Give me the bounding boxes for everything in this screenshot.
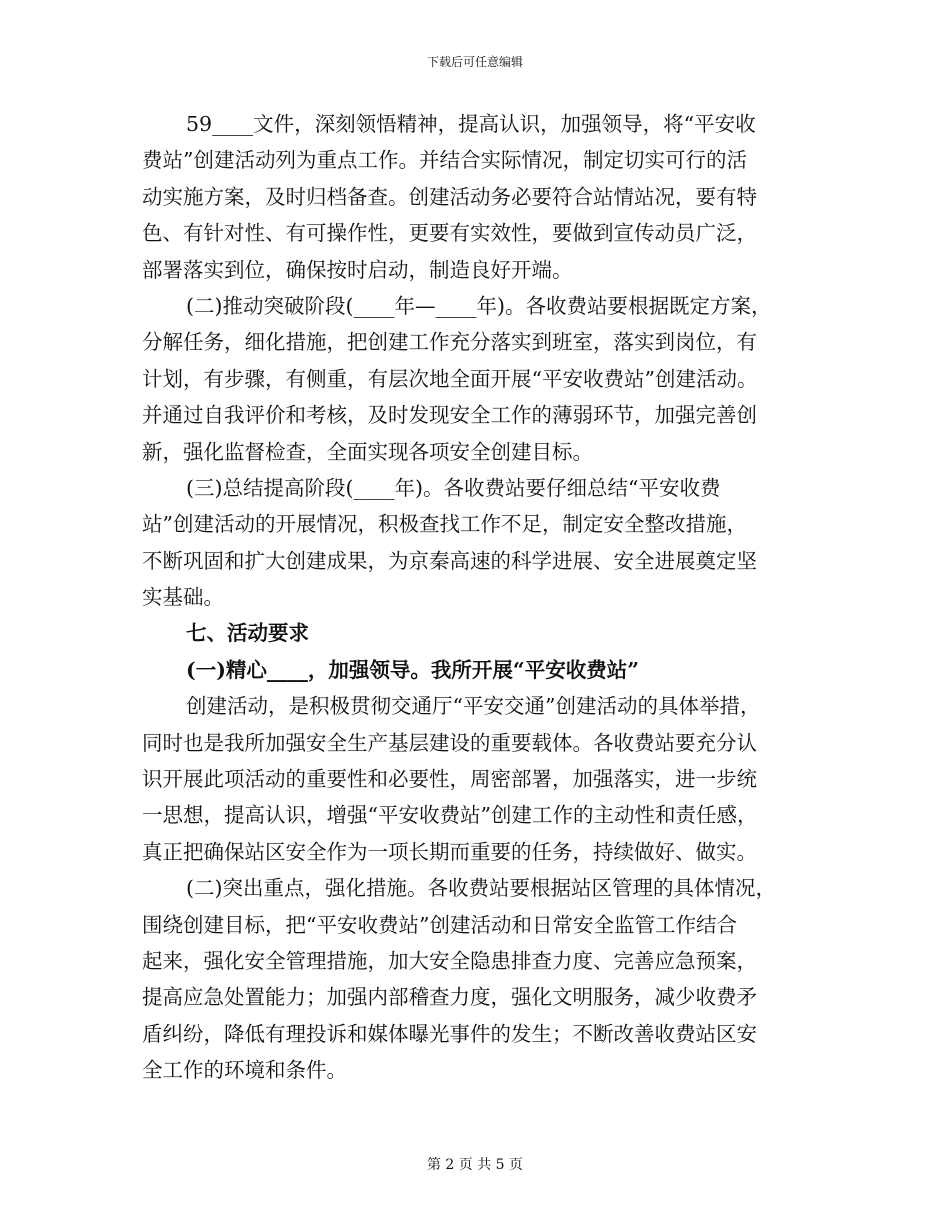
text-line: (二)推动突破阶段(____年—____年)。各收费站要根据既定方案，: [186, 293, 772, 318]
text-line: 提高应急处置能力；加强内部稽查力度，强化文明服务，减少收费矛: [142, 985, 757, 1010]
text-line: 计划，有步骤，有侧重，有层次地全面开展“平安收费站”创建活动。: [142, 366, 758, 391]
text-line: 一思想，提高认识，增强“平安收费站”创建工作的主动性和责任感，: [142, 803, 758, 828]
text-line: 起来，强化安全管理措施，加大安全隐患排查力度、完善应急预案，: [142, 948, 757, 973]
text-line: 盾纠纷，降低有理投诉和媒体曝光事件的发生；不断改善收费站区安: [142, 1021, 757, 1046]
text-line: 真正把确保站区安全作为一项长期而重要的任务，持续做好、做实。: [142, 839, 757, 864]
text-line: (三)总结提高阶段(____年)。各收费站要仔细总结“平安收费: [186, 475, 721, 500]
text-line: 分解任务，细化措施，把创建工作充分落实到班室，落实到岗位，有: [142, 330, 757, 355]
page-header: 下载后可任意编辑: [426, 55, 523, 69]
text-line: 围绕创建目标，把“平安收费站”创建活动和日常安全监管工作结合: [142, 912, 737, 937]
text-line: 59____文件，深刻领悟精神，提高认识，加强领导，将“平安收: [186, 112, 756, 136]
text-line: 并通过自我评价和考核，及时发现安全工作的薄弱环节，加强完善创: [142, 403, 757, 428]
text-line: (二)突出重点，强化措施。各收费站要根据站区管理的具体情况，: [186, 876, 776, 901]
text-line: 实基础。: [142, 585, 224, 610]
text-line: 费站”创建活动列为重点工作。并结合实际情况，制定切实可行的活: [142, 148, 747, 173]
text-line: 不断巩固和扩大创建成果，为京秦高速的科学进展、安全进展奠定坚: [142, 548, 757, 573]
text-line: 色、有针对性、有可操作性，更要有实效性，要做到宣传动员广泛，: [142, 221, 757, 246]
text-line: 同时也是我所加强安全生产基层建设的重要载体。各收费站要充分认: [142, 730, 757, 755]
text-line: 创建活动，是积极贯彻交通厅“平安交通”创建活动的具体举措，: [186, 694, 761, 719]
text-line: 新，强化监督检查，全面实现各项安全创建目标。: [142, 439, 593, 464]
text-line: 部署落实到位，确保按时启动，制造良好开端。: [142, 257, 573, 282]
text-line: 识开展此项活动的重要性和必要性，周密部署，加强落实，进一步统: [142, 767, 757, 792]
text-line: 动实施方案，及时归档备查。创建活动务必要符合站情站况，要有特: [142, 184, 757, 209]
subsection-heading: (一)精心____，加强领导。我所开展“平安收费站”: [186, 657, 639, 682]
text-line: 全工作的环境和条件。: [142, 1058, 347, 1083]
section-heading: 七、活动要求: [186, 621, 309, 646]
page-number: 第 2 页 共 5 页: [426, 1157, 524, 1173]
document-body: [142, 106, 812, 1089]
text-line: 站”创建活动的开展情况，积极查找工作不足，制定安全整改措施，: [142, 512, 747, 537]
